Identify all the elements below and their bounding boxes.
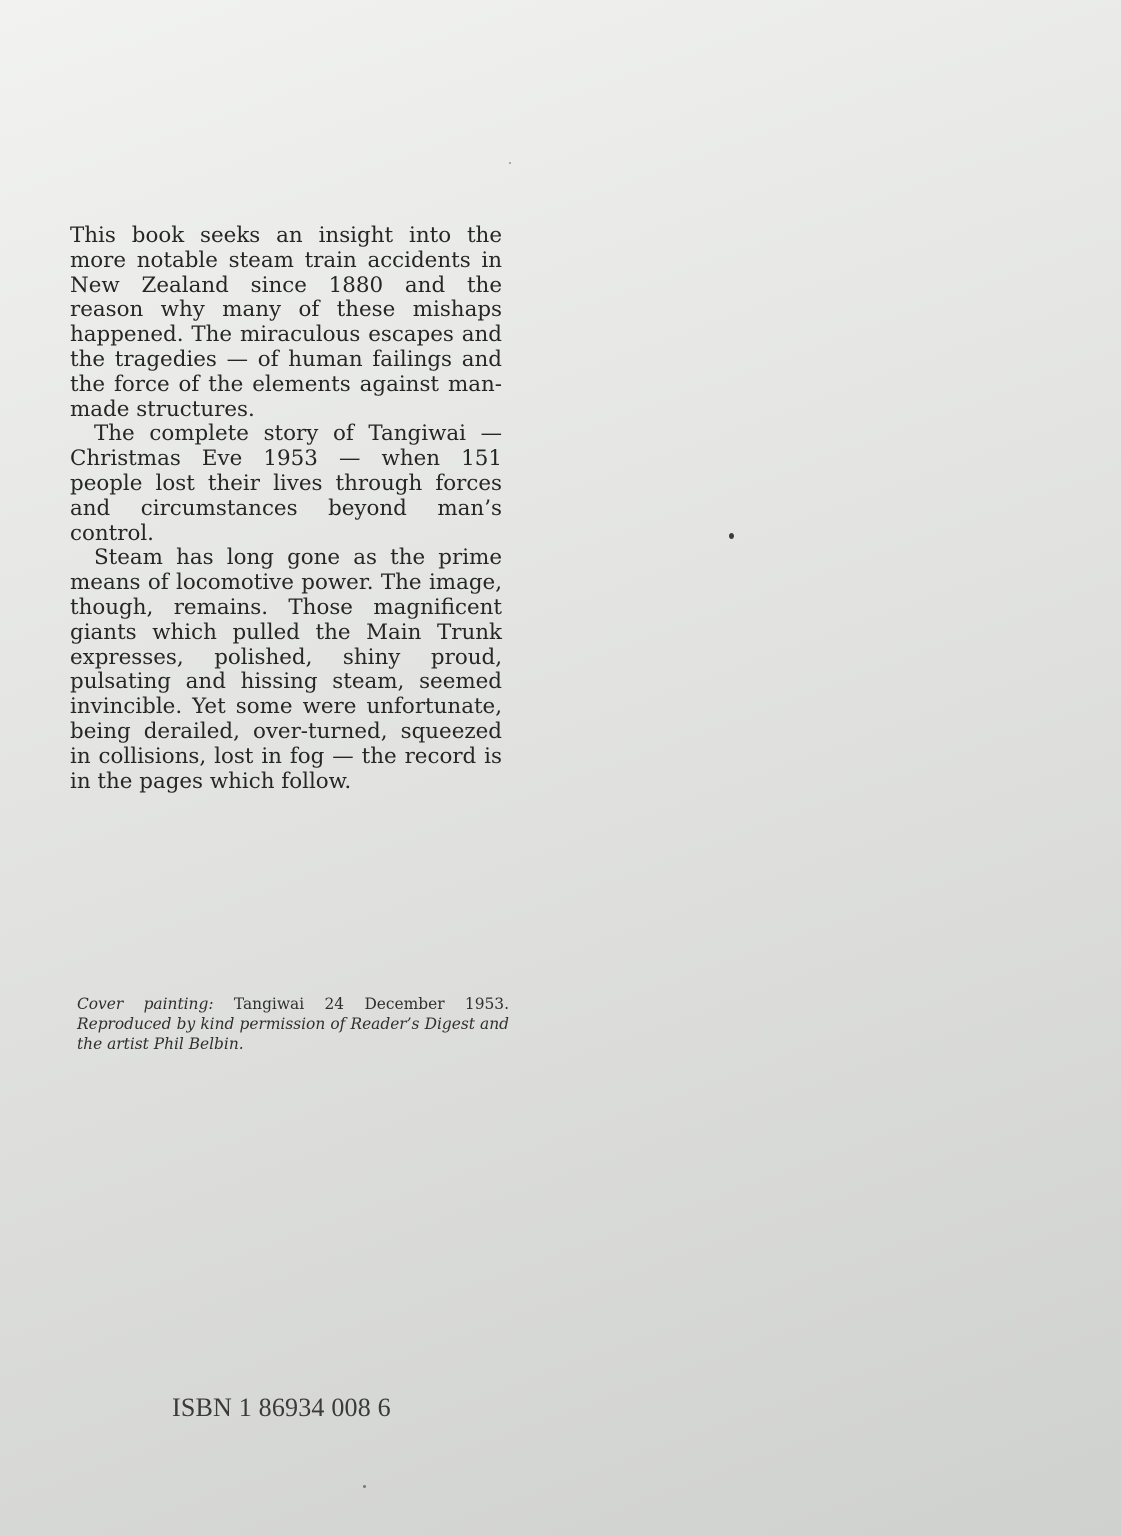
paper-speck	[363, 1485, 366, 1488]
blurb-paragraph-2: The complete story of Tangiwai — Christmas Eve 1953 — when 151 people lost their lives through forces and circumstances beyond man’s control.	[70, 421, 502, 546]
blurb-paragraph-3: Steam has long gone as the prime means of locomotive power. The image, though, remains. Those magnificent giants which pulled the Main Trunk expresses, polished, shiny proud, pulsating and hissing steam, seemed invincible. Yet some were unfortunate, being derailed, over-turned, squeezed in collisions, lost in fog — the record is in the pages which follow.	[70, 545, 502, 794]
cover-credit-label: Cover painting:	[77, 995, 214, 1013]
paper-speck	[509, 162, 511, 164]
isbn-number: ISBN 1 86934 008 6	[172, 1393, 391, 1422]
back-cover-blurb	[70, 224, 502, 794]
blurb-paragraph-1: This book seeks an insight into the more notable steam train accidents in New Zealand since 1880 and the reason why many of these mishaps happened. The miraculous escapes and the tragedies — of human failings and the force of the elements against man-made structures.	[70, 223, 502, 422]
cover-credit-title: Tangiwai 24 December 1953.	[233, 995, 509, 1013]
cover-painting-credit	[77, 994, 509, 1054]
cover-credit-note: Reproduced by kind permission of Reader’s Digest and the artist Phil Belbin.	[77, 1015, 509, 1053]
paper-speck	[729, 533, 734, 539]
